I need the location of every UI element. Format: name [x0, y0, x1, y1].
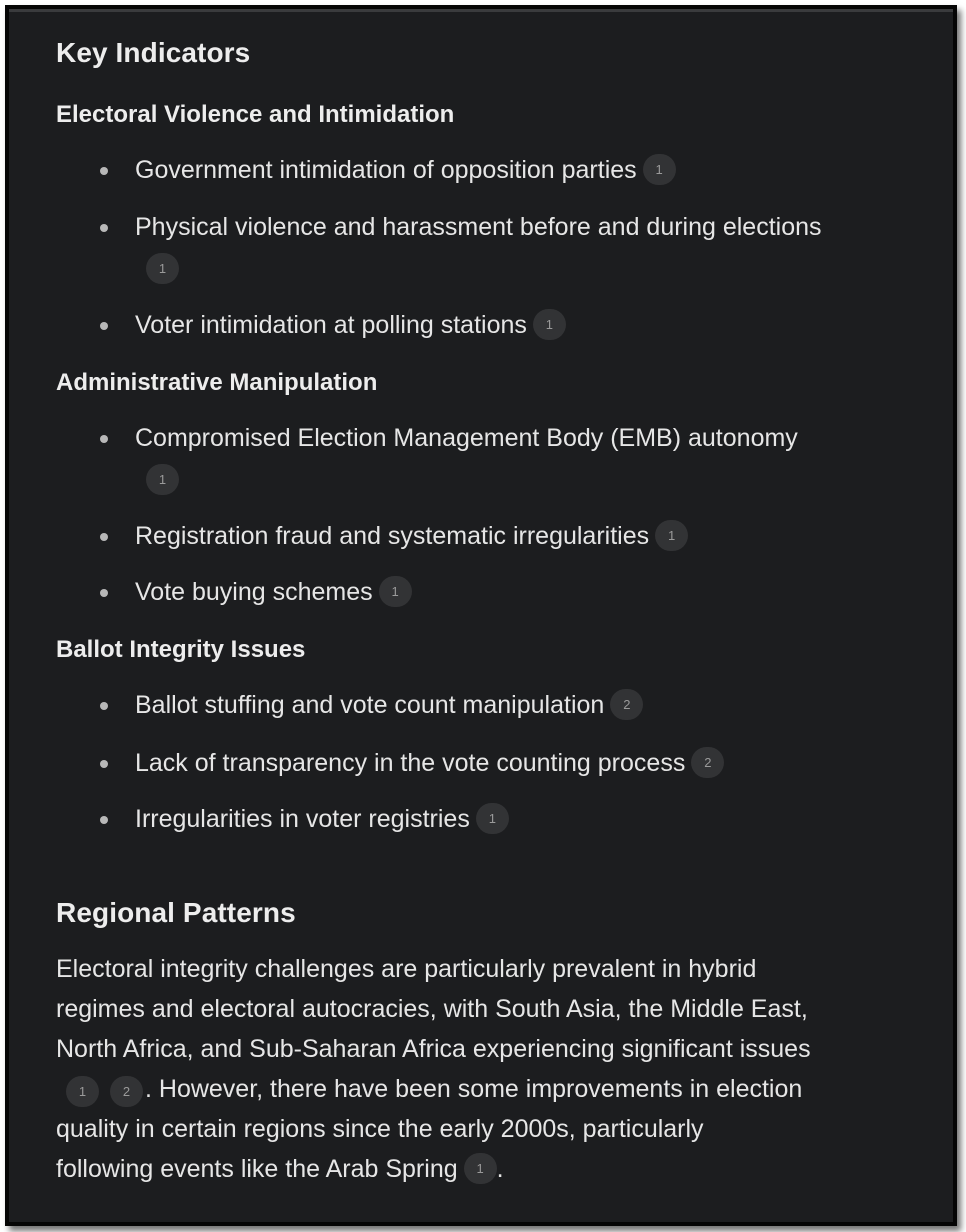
list-item-text: Registration fraud and systematic irregularities: [135, 522, 650, 550]
top-divider: [9, 9, 953, 12]
citation-badge[interactable]: 1: [146, 464, 179, 495]
bullet-dot: [100, 533, 108, 541]
bullet-dot: [100, 702, 108, 710]
response-panel: [5, 5, 957, 1226]
paragraph-line: following events like the Arab Spring: [56, 1155, 458, 1184]
paragraph-line: Electoral integrity challenges are particularly prevalent in hybrid: [56, 955, 757, 983]
bullet-dot: [100, 322, 108, 330]
paragraph-line: regimes and electoral autocracies, with South Asia, the Middle East,: [56, 995, 808, 1023]
citation-badge[interactable]: 1: [379, 576, 412, 607]
subheading-ballot-integrity: Ballot Integrity Issues: [56, 636, 306, 663]
list-item-text: Physical violence and harassment before and during elections: [135, 213, 822, 241]
citation-badge[interactable]: 1: [533, 309, 566, 340]
list-item-text: Irregularities in voter registries: [135, 805, 470, 833]
citation-badge[interactable]: 2: [610, 689, 643, 720]
bullet-dot: [100, 435, 108, 443]
citation-badge[interactable]: 1: [464, 1153, 497, 1184]
list-item-text: Lack of transparency in the vote counting process: [135, 749, 686, 777]
citation-badge[interactable]: 1: [66, 1076, 99, 1107]
paragraph-line: quality in certain regions since the early 2000s, particularly: [56, 1115, 704, 1143]
subheading-administrative-manipulation: Administrative Manipulation: [56, 369, 378, 396]
bullet-dot: [100, 224, 108, 232]
paragraph-period: .: [496, 1155, 504, 1184]
bullet-dot: [100, 589, 108, 597]
citation-badge[interactable]: 1: [146, 253, 179, 284]
citation-badge[interactable]: 2: [110, 1076, 143, 1107]
list-item-text: Vote buying schemes: [135, 578, 373, 606]
subheading-electoral-violence: Electoral Violence and Intimidation: [56, 101, 455, 128]
paragraph-line: . However, there have been some improvements in election: [145, 1075, 803, 1103]
list-item-text: Government intimidation of opposition parties: [135, 156, 637, 184]
heading-key-indicators: Key Indicators: [56, 37, 251, 68]
bullet-dot: [100, 816, 108, 824]
citation-badge[interactable]: 2: [691, 747, 724, 778]
heading-regional-patterns: Regional Patterns: [56, 897, 296, 928]
list-item-text: Compromised Election Management Body (EMB) autonomy: [135, 424, 798, 452]
list-item-text: Voter intimidation at polling stations: [135, 311, 527, 339]
citation-badge[interactable]: 1: [655, 520, 688, 551]
paragraph-line: North Africa, and Sub-Saharan Africa experiencing significant issues: [56, 1035, 811, 1063]
citation-badge[interactable]: 1: [643, 154, 676, 185]
bullet-dot: [100, 760, 108, 768]
bullet-dot: [100, 167, 108, 175]
list-item-text: Ballot stuffing and vote count manipulation: [135, 691, 605, 719]
citation-badge[interactable]: 1: [476, 803, 509, 834]
